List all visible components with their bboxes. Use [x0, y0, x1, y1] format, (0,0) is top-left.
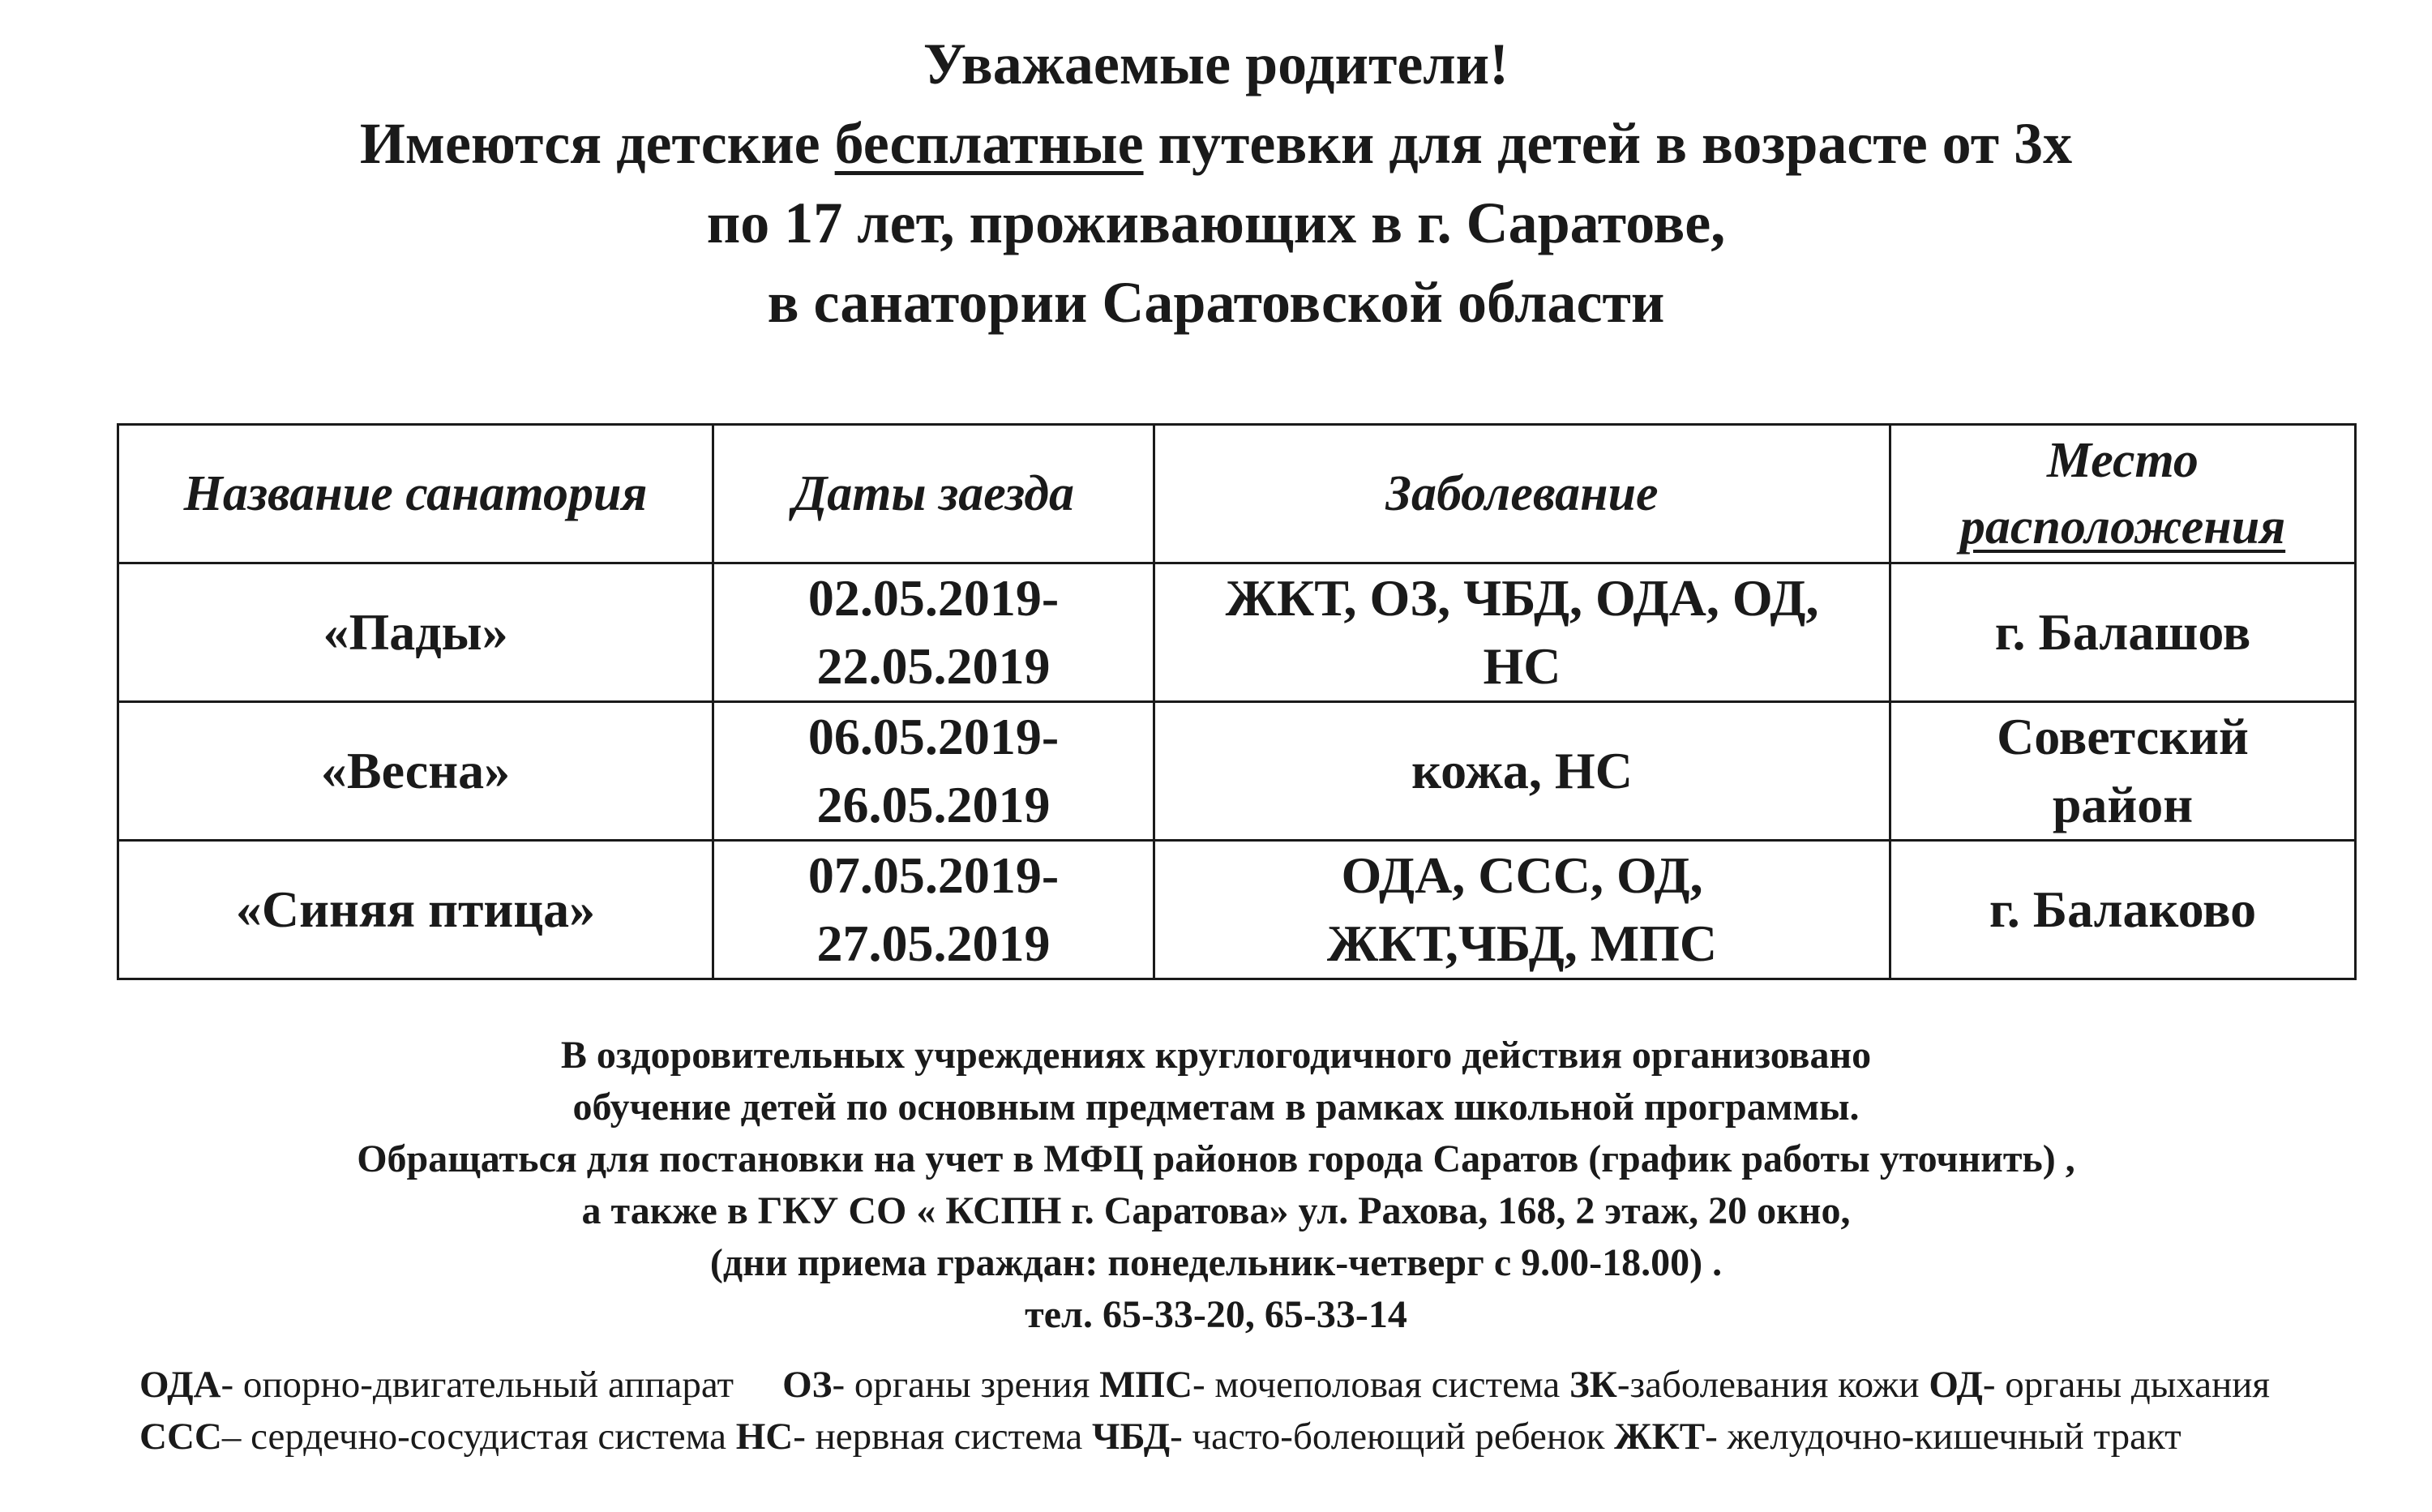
header-line-3: по 17 лет, проживающих в г. Саратове, [706, 191, 1726, 255]
legend-text: - опорно-двигательный аппарат [221, 1364, 734, 1406]
date-from: 07.05.2019- [807, 846, 1060, 904]
disease-line-1: ЖКТ, ОЗ, ЧБД, ОДА, ОД, [1225, 569, 1819, 627]
sanatorium-name: «Пады» [118, 563, 713, 702]
disease [1154, 841, 1890, 979]
column-header-place [1890, 425, 2356, 563]
disease-line-1: ОДА, ССС, ОД, [1341, 846, 1703, 904]
arrival-dates [713, 702, 1154, 841]
table-row [118, 702, 2356, 841]
sanatorium-name: «Весна» [118, 702, 713, 841]
legend-abbr: ОД [1929, 1364, 1983, 1406]
column-header-place-line-1: Место [2047, 433, 2199, 488]
location-line-1: Советский [1997, 708, 2249, 765]
date-to: 26.05.2019 [816, 776, 1051, 833]
location [1890, 702, 2356, 841]
date-to: 27.05.2019 [816, 914, 1051, 972]
info-line-3: Обращаться для постановки на учет в МФЦ районов города Саратов (график работы уточнить) , [357, 1137, 2075, 1180]
header-free-underlined: бесплатные [834, 111, 1144, 176]
legend-abbr: НС [735, 1416, 794, 1458]
legend-abbr: МПС [1099, 1364, 1192, 1406]
legend-abbr: ОДА [139, 1364, 221, 1406]
table-row [118, 841, 2356, 979]
abbreviation-legend [139, 1359, 2328, 1463]
info-line-5: (дни приема граждан: понедельник-четверг с 9.00-18.00) . [709, 1241, 1723, 1284]
legend-text: – сердечно-сосудистая система [221, 1416, 726, 1458]
header-line-4: в санатории Саратовской области [767, 270, 1665, 335]
legend-text: - желудочно-кишечный тракт [1705, 1416, 2182, 1458]
location-line-2: район [2052, 776, 2194, 833]
column-header-name: Название санатория [118, 425, 713, 563]
table-row [118, 563, 2356, 702]
legend-text: - органы дыхания [1982, 1364, 2271, 1406]
info-line-1: В оздоровительных учреждениях круглогодичного действия организовано [560, 1034, 1872, 1077]
legend-text: - мочеполовая система [1192, 1364, 1561, 1406]
info-block [0, 1030, 2432, 1341]
sanatoria-table [117, 423, 2357, 980]
date-from: 02.05.2019- [807, 569, 1060, 627]
disease [1154, 563, 1890, 702]
column-header-place-line-2: расположения [1959, 499, 2286, 555]
column-header-disease: Заболевание [1154, 425, 1890, 563]
arrival-dates [713, 563, 1154, 702]
legend-text: -заболевания кожи [1616, 1364, 1920, 1406]
column-header-dates: Даты заезда [713, 425, 1154, 563]
legend-abbr: ОЗ [782, 1364, 833, 1406]
legend-text: - нервная система [793, 1416, 1083, 1458]
disease-line-1: кожа, НС [1411, 742, 1633, 799]
date-from: 06.05.2019- [807, 708, 1060, 765]
info-line-2: обучение детей по основным предметам в рамках школьной программы. [572, 1086, 1860, 1129]
info-phone: тел. 65-33-20, 65-33-14 [1025, 1293, 1407, 1336]
arrival-dates [713, 841, 1154, 979]
disease [1154, 702, 1890, 841]
disease-line-2: НС [1483, 637, 1561, 695]
date-to: 22.05.2019 [816, 637, 1051, 695]
info-line-4: а также в ГКУ СО « КСПН г. Саратова» ул. Рахова, 168, 2 этаж, 20 окно, [581, 1189, 1851, 1232]
sanatorium-name: «Синяя птица» [118, 841, 713, 979]
legend-text: - органы зрения [832, 1364, 1090, 1406]
header-line-2-end: путевки для детей в возрасте от 3х [1143, 111, 2073, 176]
location [1890, 563, 2356, 702]
legend-abbr: ССС [139, 1416, 222, 1458]
legend-abbr: ЗК [1569, 1364, 1617, 1406]
legend-text: - часто-болеющий ребенок [1170, 1416, 1605, 1458]
header-line-2-start: Имеются детские [359, 111, 835, 176]
disease-line-2: ЖКТ,ЧБД, МПС [1326, 914, 1718, 972]
location-line-1: г. Балашов [1994, 603, 2251, 661]
legend-abbr: ЧБД [1091, 1416, 1171, 1458]
header-greeting: Уважаемые родители! [923, 32, 1509, 96]
location-line-1: г. Балаково [1989, 880, 2257, 938]
table-header-row [118, 425, 2356, 563]
header-line-2 [0, 104, 2432, 183]
announcement-header [0, 24, 2432, 342]
location [1890, 841, 2356, 979]
legend-abbr: ЖКТ [1614, 1416, 1706, 1458]
